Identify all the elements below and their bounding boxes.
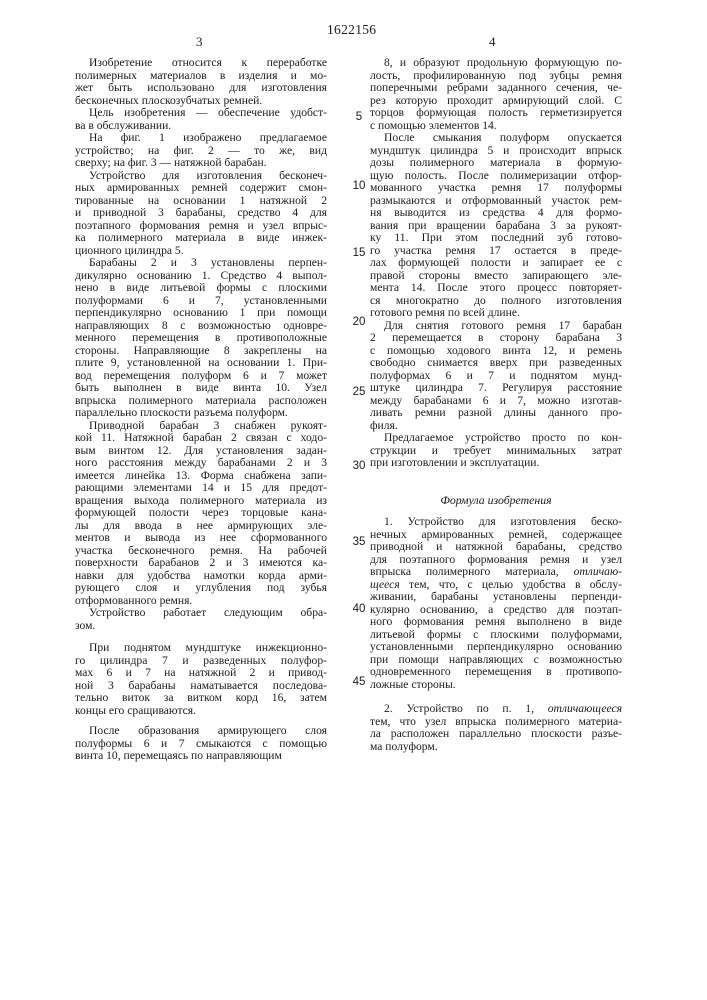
paragraph	[75, 107, 327, 132]
text-line: штуке цилиндра 7. Регулируя расстояние	[370, 382, 622, 395]
text-line: правой стороны вместо запирающего эле-	[370, 270, 622, 283]
text-line: го участка ремня 17 остается в преде-	[370, 245, 622, 258]
text-line: мованного участка ремня 17 полуформы	[370, 182, 622, 195]
paragraph	[75, 57, 327, 107]
text-line: филя.	[370, 420, 622, 433]
line-number: 15	[351, 247, 367, 259]
text-line: ных армированных ремней содержит смон-	[75, 182, 327, 195]
text-segment: тем, что, с целью удобства в обслу-	[400, 578, 622, 591]
line-number: 20	[351, 316, 367, 328]
paragraph	[370, 432, 622, 470]
text-line: винта 10, перемещаясь по направляющим	[75, 750, 327, 763]
text-line: ного расстояния между барабанами 2 и 3	[75, 457, 327, 470]
text-line: лы для ввода в нее армирующих эле-	[75, 520, 327, 533]
text-line: имеется линейка 13. Форма снабжена запи-	[75, 470, 327, 483]
text-segment: 2. Устройство по п. 1,	[384, 702, 548, 715]
paragraph	[75, 170, 327, 258]
text-line: ня выводится из средства 4 для формо-	[370, 207, 622, 220]
text-line: ливать ремни разной длины данного про-	[370, 407, 622, 420]
paragraph	[370, 57, 622, 132]
text-line: ла расположен параллельно плоскости разъе-	[370, 728, 622, 741]
text-line: с помощью элементов 14.	[370, 120, 622, 133]
line-number: 5	[351, 111, 367, 123]
text-line: вания при вращении барабана 3 за рукоят-	[370, 220, 622, 233]
text-line: одновременного перемещения в противопо-	[370, 666, 622, 679]
text-line: нечных армированных ремней, содержащее	[370, 529, 622, 542]
text-line: нено в виде литьевой формы с плоскими	[75, 282, 327, 295]
line-number: 10	[351, 180, 367, 192]
paragraph	[75, 420, 327, 608]
claim	[370, 703, 622, 753]
emphasis-text: отличающееся	[548, 702, 622, 715]
text-line: поперечными ребрами заданного сечения, че-	[370, 82, 622, 95]
text-line: ма полуформ.	[370, 741, 622, 754]
text-line: кой 11. Натяжной барабан 2 связан с ходо-	[75, 432, 327, 445]
text-line: Цель изобретения — обеспечение удобст-	[75, 107, 327, 120]
paragraph	[370, 320, 622, 433]
text-line: щую полость. После полимеризации отфор-	[370, 170, 622, 183]
text-line: Изобретение относится к переработке	[75, 57, 327, 70]
text-line: перпендикулярно основанию 1 при помощи	[75, 307, 327, 320]
text-line: свободно снимается вверх при разведенных	[370, 357, 622, 370]
text-line: ложные стороны.	[370, 679, 622, 692]
text-line: поверхности барабанов 2 и 3 имеются ка-	[75, 557, 327, 570]
text-line: концы его сращиваются.	[75, 705, 327, 718]
text-line: формующей полости через торцовые кана-	[75, 507, 327, 520]
text-line: торцов формующая полость герметизируется	[370, 107, 622, 120]
text-line: ка полимерного материала в виде инжек-	[75, 232, 327, 245]
text-line: параллельно плоскости разъема полуформ.	[75, 407, 327, 420]
text-line: кулярно основанию, а средство для поэтап-	[370, 604, 622, 617]
text-line: полуформами 6 и 7, установленными	[75, 295, 327, 308]
text-segment: впрыска полимерного материала,	[370, 565, 574, 578]
text-line: ментов и вывода из нее сформованного	[75, 532, 327, 545]
line-number: 30	[351, 460, 367, 472]
line-number: 45	[351, 676, 367, 688]
text-line: вращения выхода полимерного материала из	[75, 495, 327, 508]
page-number-left: 3	[196, 35, 203, 49]
text-line: зом.	[75, 620, 327, 633]
text-line: поэтапного формования ремня и узел впрыс-	[75, 220, 327, 233]
text-line: полуформах 6 и 7 и поднятом мунд-	[370, 370, 622, 383]
page-number-right: 4	[489, 35, 496, 49]
text-line: направляющих 8 с возможностью одновре-	[75, 320, 327, 333]
line-number: 25	[351, 386, 367, 398]
text-line: лость, профилированную под зубцы ремня	[370, 70, 622, 83]
text-line: 8, и образуют продольную формующую по-	[370, 57, 622, 70]
paragraph	[75, 642, 327, 717]
text-line: дозы полимерного материала в формую-	[370, 157, 622, 170]
text-line: устройство; на фиг. 2 — то же, вид	[75, 145, 327, 158]
text-line: полуформы 6 и 7 смыкаются с помощью	[75, 738, 327, 751]
text-line: при изготовлении и эксплуатации.	[370, 457, 622, 470]
text-line: Приводной барабан 3 снабжен рукоят-	[75, 420, 327, 433]
text-line: Предлагаемое устройство просто по кон-	[370, 432, 622, 445]
text-line: После смыкания полуформ опускается	[370, 132, 622, 145]
paragraph	[75, 132, 327, 170]
emphasis-text: отличаю-	[574, 565, 622, 578]
text-line: готового ремня по всей длине.	[370, 307, 622, 320]
text-line: литьевой формы с плоскими полуформами,	[370, 629, 622, 642]
text-line: приводной и натяжной барабаны, средство	[370, 541, 622, 554]
left-column	[75, 57, 327, 763]
text-line: менного перемещения в противоположные	[75, 332, 327, 345]
text-line: лах формующей полости и запирает ее с	[370, 257, 622, 270]
text-line: и приводной 3 барабаны, средство 4 для	[75, 207, 327, 220]
text-line: навки для удобства намотки корда арми-	[75, 570, 327, 583]
text-line: бесконечных плоскозубчатых ремней.	[75, 95, 327, 108]
text-line: ной 3 барабаны наматывается последова-	[75, 680, 327, 693]
text-line: плите 9, установленной на основании 1. При-	[75, 357, 327, 370]
text-line: тированные на основании 1 натяжной 2	[75, 195, 327, 208]
text-line: 2 перемещается в сторону барабана 3	[370, 332, 622, 345]
description-continued	[370, 57, 622, 470]
paragraph	[75, 607, 327, 632]
text-line: вод перемещения полуформ 6 и 7 может	[75, 370, 327, 383]
text-line: тельно виток за витком корд 16, затем	[75, 692, 327, 705]
claims	[370, 516, 622, 753]
text-line: рающими элементами 14 и 15 для предот-	[75, 482, 327, 495]
text-line	[370, 703, 622, 716]
text-line: ва в обслуживании.	[75, 120, 327, 133]
text-line: при помощи направляющих с возможностью	[370, 654, 622, 667]
text-line: На фиг. 1 изображено предлагаемое	[75, 132, 327, 145]
text-line: Для снятия готового ремня 17 барабан	[370, 320, 622, 333]
text-line: мах 6 и 7 на натяжной 2 и привод-	[75, 667, 327, 680]
text-line: ционного цилиндра 5.	[75, 245, 327, 258]
paragraph	[370, 132, 622, 320]
text-line: вым винтом 12. Для установления задан-	[75, 445, 327, 458]
paragraph	[75, 257, 327, 420]
text-line: Устройство для изготовления бесконеч-	[75, 170, 327, 183]
text-line: ку 11. При этом последний зуб готово-	[370, 232, 622, 245]
text-line: быть выполнен в виде винта 10. Узел	[75, 382, 327, 395]
line-number: 35	[351, 536, 367, 548]
text-line: стороны. Направляющие 8 закреплены на	[75, 345, 327, 358]
text-line: Барабаны 2 и 3 установлены перпен-	[75, 257, 327, 270]
text-line: рующего слоя и углубления под зубья	[75, 582, 327, 595]
text-line: го цилиндра 7 и разведенных полуфор-	[75, 655, 327, 668]
text-line: жет быть использовано для изготовления	[75, 82, 327, 95]
text-line: размыкаются и отформованный участок рем-	[370, 195, 622, 208]
text-line: Устройство работает следующим обра-	[75, 607, 327, 620]
text-line: впрыска полимерного материала расположен	[75, 395, 327, 408]
text-line: отформованного ремня.	[75, 595, 327, 608]
text-line: между барабанами 6 и 7, можно изготав-	[370, 395, 622, 408]
claims-heading: Формула изобретения	[370, 494, 622, 507]
text-line: При поднятом мундштуке инжекционно-	[75, 642, 327, 655]
text-line: для поэтапного формования ремня и узел	[370, 554, 622, 567]
paragraph	[75, 725, 327, 763]
line-number: 40	[351, 603, 367, 615]
text-line: тем, что узел впрыска полимерного материа-	[370, 716, 622, 729]
text-line: рез которую проходит армирующий слой. С	[370, 95, 622, 108]
text-line: мента 14. После этого процесс повторяет-	[370, 282, 622, 295]
text-line: живании, барабаны установлены перпенди-	[370, 591, 622, 604]
emphasis-text: щееся	[370, 578, 400, 591]
claim	[370, 516, 622, 691]
text-line: установленными перпендикулярно основанию	[370, 641, 622, 654]
text-line: дикулярно основанию 1. Средство 4 выпол-	[75, 270, 327, 283]
text-line: После образования армирующего слоя	[75, 725, 327, 738]
text-line: участка бесконечного ремня. На рабочей	[75, 545, 327, 558]
right-column	[370, 57, 622, 753]
text-line: струкции и требует минимальных затрат	[370, 445, 622, 458]
text-line: сверху; на фиг. 3 — натяжной барабан.	[75, 157, 327, 170]
text-line: 1. Устройство для изготовления беско-	[370, 516, 622, 529]
text-line: полимерных материалов в изделия и мо-	[75, 70, 327, 83]
text-line: ного формования ремня выполнено в виде	[370, 616, 622, 629]
text-line: мундштук цилиндра 5 и происходит впрыск	[370, 145, 622, 158]
text-line: ся многократно до полного изготовления	[370, 295, 622, 308]
text-line: с помощью ходового винта 12, и ремень	[370, 345, 622, 358]
patent-number: 1622156	[327, 23, 376, 37]
